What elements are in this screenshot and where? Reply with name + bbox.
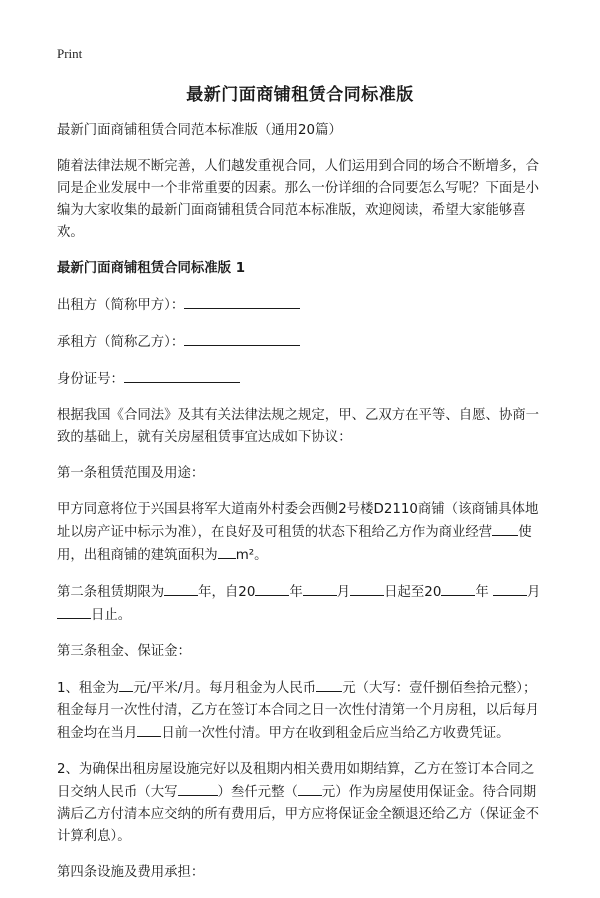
clause1-text-b: 元/平米/月。每月租金为人民币 bbox=[133, 681, 317, 696]
article2-text-1: 第二条租赁期限为 bbox=[57, 585, 165, 600]
id-blank bbox=[124, 368, 240, 383]
end-month-blank bbox=[493, 581, 527, 596]
usage-blank bbox=[492, 521, 518, 536]
term-years-blank bbox=[164, 581, 198, 596]
article2-text-8: 日止。 bbox=[91, 608, 132, 623]
intro-paragraph: 随着法律法规不断完善，人们越发重视合同，人们运用到合同的场合不断增多，合同是企业发展中一个非常重要的因素。那么一份详细的合同要怎么写呢？下面是小编为大家收集的最新门面商铺租赁合同范本标准版，欢迎阅读，希望大家能够喜欢。 bbox=[57, 159, 540, 240]
article1-text-a: 甲方同意将位于兴国县将军大道南外村委会西侧2号楼D2110商铺（该商铺具体地址以房产证中标示为准），在良好及可租赁的状态下租给乙方作为商业经营 bbox=[57, 502, 539, 540]
article1-text-b: 使用，出租商铺的建筑面积为 bbox=[57, 525, 532, 563]
document-subtitle: 最新门面商铺租赁合同范本标准版（通用20篇） bbox=[57, 123, 342, 138]
article4-title: 第四条设施及费用承担： bbox=[57, 865, 205, 880]
area-blank bbox=[218, 544, 236, 559]
start-day-blank bbox=[350, 581, 384, 596]
article2-text-6: 年 bbox=[475, 585, 489, 600]
article2-text-2: 年，自20 bbox=[198, 585, 256, 600]
clause1-text-a: 1、租金为 bbox=[57, 681, 120, 696]
lessor-label: 出租方（简称甲方）： bbox=[57, 298, 185, 313]
clause2-text-b: ）叁仟元整（ bbox=[217, 785, 298, 800]
clause1-text-c: 元（大写：壹仟捌佰叁拾元整）；租金每月一次性付清，乙方在签订本合同之日一次性付清第一个月房租，以后每月租金均在当月 bbox=[57, 681, 540, 741]
article1-paragraph bbox=[57, 499, 547, 567]
deposit-amount-blank bbox=[298, 781, 322, 796]
clause1-text-d: 日前一次性付清。甲方在收到租金后应当给乙方收费凭证。 bbox=[161, 726, 510, 741]
lessor-blank bbox=[184, 294, 300, 309]
article2-text-7: 月 bbox=[527, 585, 541, 600]
start-month-blank bbox=[303, 581, 337, 596]
clause1-paragraph bbox=[57, 677, 547, 745]
lessee-blank bbox=[184, 331, 300, 346]
article2-text-5: 日起至20 bbox=[384, 585, 442, 600]
article3-title: 第三条租金、保证金： bbox=[57, 644, 191, 659]
id-field bbox=[57, 368, 547, 391]
end-day-blank bbox=[57, 604, 91, 619]
end-year-blank bbox=[441, 581, 475, 596]
lessee-field bbox=[57, 331, 547, 354]
print-link[interactable]: Print bbox=[57, 46, 83, 61]
monthly-rent-blank bbox=[316, 677, 342, 692]
article2-text-3: 年 bbox=[289, 585, 303, 600]
due-day-blank bbox=[137, 722, 161, 737]
lessee-label: 承租方（简称乙方）： bbox=[57, 335, 185, 350]
clause2-text-c: 元）作为房屋使用保证金。待合同期满后乙方付清本应交纳的所有费用后，甲方应将保证金全额退还给乙方（保证金不计算利息）。 bbox=[57, 785, 540, 844]
clause2-paragraph bbox=[57, 759, 547, 848]
lessor-field bbox=[57, 294, 547, 317]
article2-text-4: 月 bbox=[336, 585, 351, 600]
article2-paragraph bbox=[57, 581, 547, 627]
article1-text-c: m²。 bbox=[235, 548, 268, 563]
section-heading: 最新门面商铺租赁合同标准版 1 bbox=[57, 261, 246, 276]
clause2-text-a: 2、为确保出租房屋设施完好以及租期内相关费用如期结算，乙方在签订本合同之日交纳人民币（大写 bbox=[57, 762, 535, 800]
document-body bbox=[57, 120, 547, 898]
deposit-words-blank bbox=[178, 781, 218, 796]
document-title: 最新门面商铺租赁合同标准版 bbox=[186, 85, 414, 105]
id-label: 身份证号： bbox=[57, 372, 124, 387]
start-year-blank bbox=[255, 581, 289, 596]
basis-paragraph: 根据我国《合同法》及其有关法律法规之规定，甲、乙双方在平等、自愿、协商一致的基础上，就有关房屋租赁事宜达成如下协议： bbox=[57, 408, 540, 445]
unit-rent-blank bbox=[119, 677, 133, 692]
article1-title: 第一条租赁范围及用途： bbox=[57, 466, 205, 481]
